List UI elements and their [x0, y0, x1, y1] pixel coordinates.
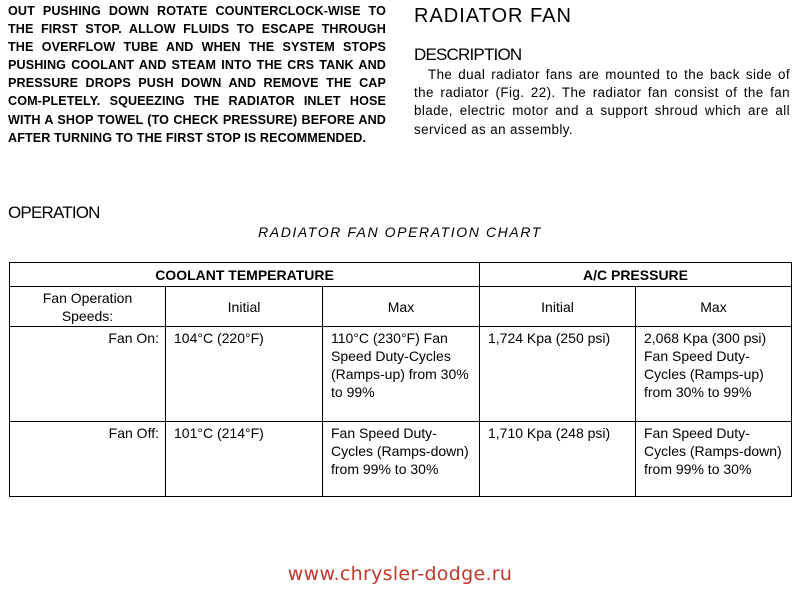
- fan-operation-table: [9, 262, 792, 497]
- cell-fan-off-ac-initial: 1,710 Kpa (248 psi): [480, 422, 636, 497]
- cell-fan-on-ac-initial: 1,724 Kpa (250 psi): [480, 327, 636, 422]
- header-coolant-max: Max: [323, 287, 480, 327]
- table-sub-header-row: [10, 287, 792, 327]
- header-coolant-initial: Initial: [166, 287, 323, 327]
- row-label-fan-on: Fan On:: [10, 327, 166, 422]
- header-fan-operation-speeds: Fan Operation Speeds:: [10, 287, 166, 327]
- header-ac-initial: Initial: [480, 287, 636, 327]
- section-title-radiator-fan: RADIATOR FAN: [414, 5, 572, 27]
- group-header-ac-pressure: A/C PRESSURE: [480, 263, 792, 287]
- header-ac-max: Max: [636, 287, 792, 327]
- cell-fan-on-coolant-initial: 104°C (220°F): [166, 327, 323, 422]
- table-row-fan-off: [10, 422, 792, 497]
- table-row-fan-on: [10, 327, 792, 422]
- operation-heading: OPERATION: [8, 203, 100, 222]
- cell-fan-on-coolant-max: 110°C (230°F) Fan Speed Duty-Cycles (Ramps-up) from 30% to 99%: [323, 327, 480, 422]
- cell-fan-off-ac-max: Fan Speed Duty-Cycles (Ramps-down) from 99% to 30%: [636, 422, 792, 497]
- cell-fan-on-ac-max: 2,068 Kpa (300 psi) Fan Speed Duty-Cycles (Ramps-up) from 30% to 99%: [636, 327, 792, 422]
- table-group-header-row: [10, 263, 792, 287]
- footer-watermark-link[interactable]: www.chrysler-dodge.ru: [287, 563, 513, 585]
- description-text: The dual radiator fans are mounted to the back side of the radiator (Fig. 22). The radiator fan consist of the fan blade, electric motor and a support shroud which are all serviced as an assembly.: [414, 67, 790, 137]
- description-paragraph: [414, 66, 790, 139]
- chart-title: RADIATOR FAN OPERATION CHART: [258, 224, 542, 240]
- description-heading: DESCRIPTION: [414, 45, 522, 64]
- row-label-fan-off: Fan Off:: [10, 422, 166, 497]
- cell-fan-off-coolant-max: Fan Speed Duty-Cycles (Ramps-down) from 99% to 30%: [323, 422, 480, 497]
- group-header-coolant: COOLANT TEMPERATURE: [10, 263, 480, 287]
- cell-fan-off-coolant-initial: 101°C (214°F): [166, 422, 323, 497]
- warning-text: OUT PUSHING DOWN ROTATE COUNTERCLOCK-WISE TO THE FIRST STOP. ALLOW FLUIDS TO ESCAPE THROUGH THE OVERFLOW TUBE AND WHEN THE SYSTEM STOPS PUSHING COOLANT AND STEAM INTO THE CRS TANK AND PRESSURE DROPS PUSH DOWN AND REMOVE THE CAP COM-PLETELY. SQUEEZING THE RADIATOR INLET HOSE WITH A SHOP TOWEL (TO CHECK PRESSURE) BEFORE AND AFTER TURNING TO THE FIRST STOP IS RECOMMENDED.: [8, 4, 386, 145]
